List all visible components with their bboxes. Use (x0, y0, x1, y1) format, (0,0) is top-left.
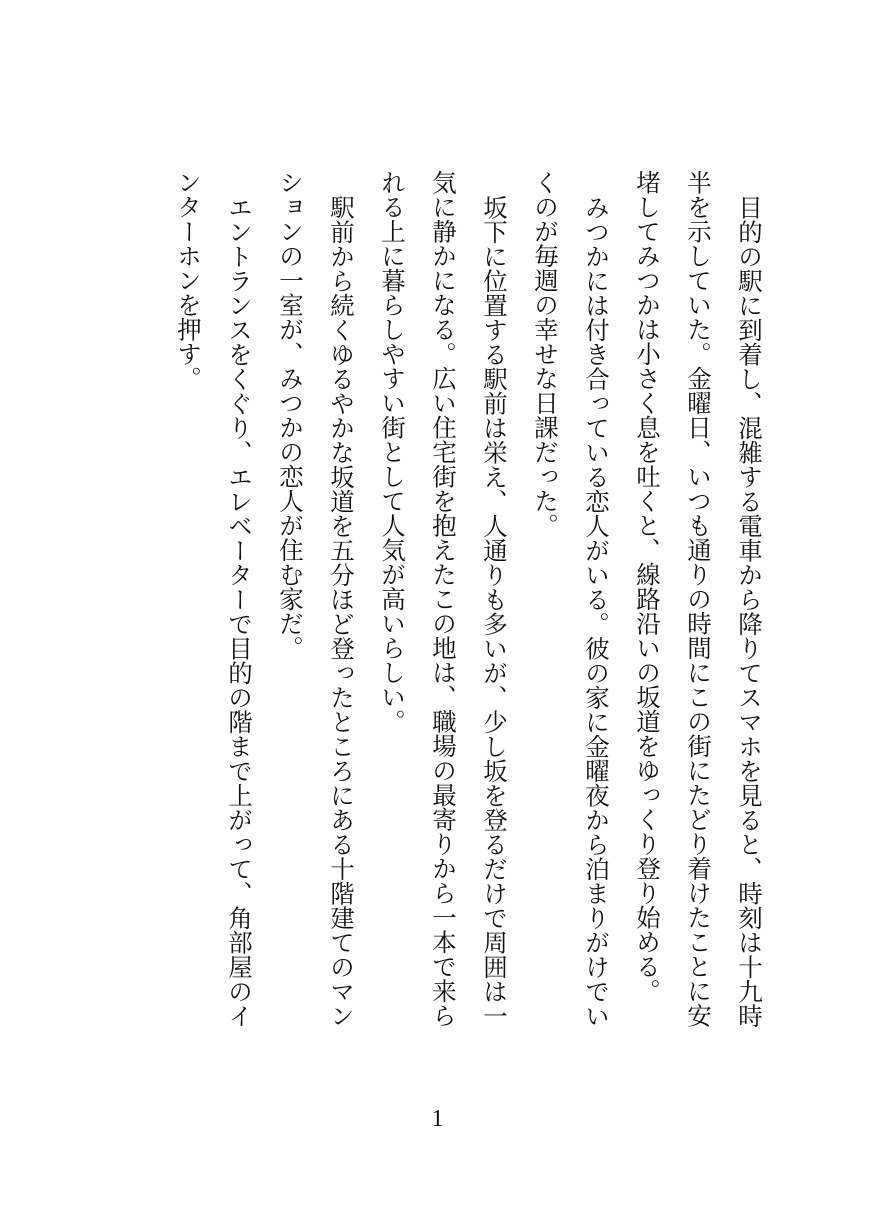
paragraph: 駅前から続くゆるやかな坂道を五分ほど登ったところにある十階建てのマンションの一室が、みつかの恋人が住む家だ。 (276, 170, 356, 1028)
paragraph: みつかには付き合っている恋人がいる。彼の家に金曜夜から泊まりがけでいくのが毎週の幸せな日課だった。 (531, 170, 611, 1028)
paragraph: 目的の駅に到着し、混雑する電車から降りてスマホを見ると、時刻は十九時半を示していた。金曜日、いつも通りの時間にこの街にたどり着けたことに安堵してみつかは小さく息を吐くと、線路沿いの坂道をゆっくり登り始める。 (633, 170, 764, 1028)
page-number: 1 (431, 1106, 444, 1132)
vertical-text-body (163, 170, 775, 1050)
paragraph: 坂下に位置する駅前は栄え、人通りも多いが、少し坂を登るだけで周囲は一気に静かになる。広い住宅街を抱えたこの地は、職場の最寄りから一本で来られる上に暮らしやすい街として人気が高いらしい。 (378, 170, 509, 1028)
paragraph: エントランスをくぐり、エレベーターで目的の階まで上がって、角部屋のインターホンを押す。 (174, 170, 254, 1028)
